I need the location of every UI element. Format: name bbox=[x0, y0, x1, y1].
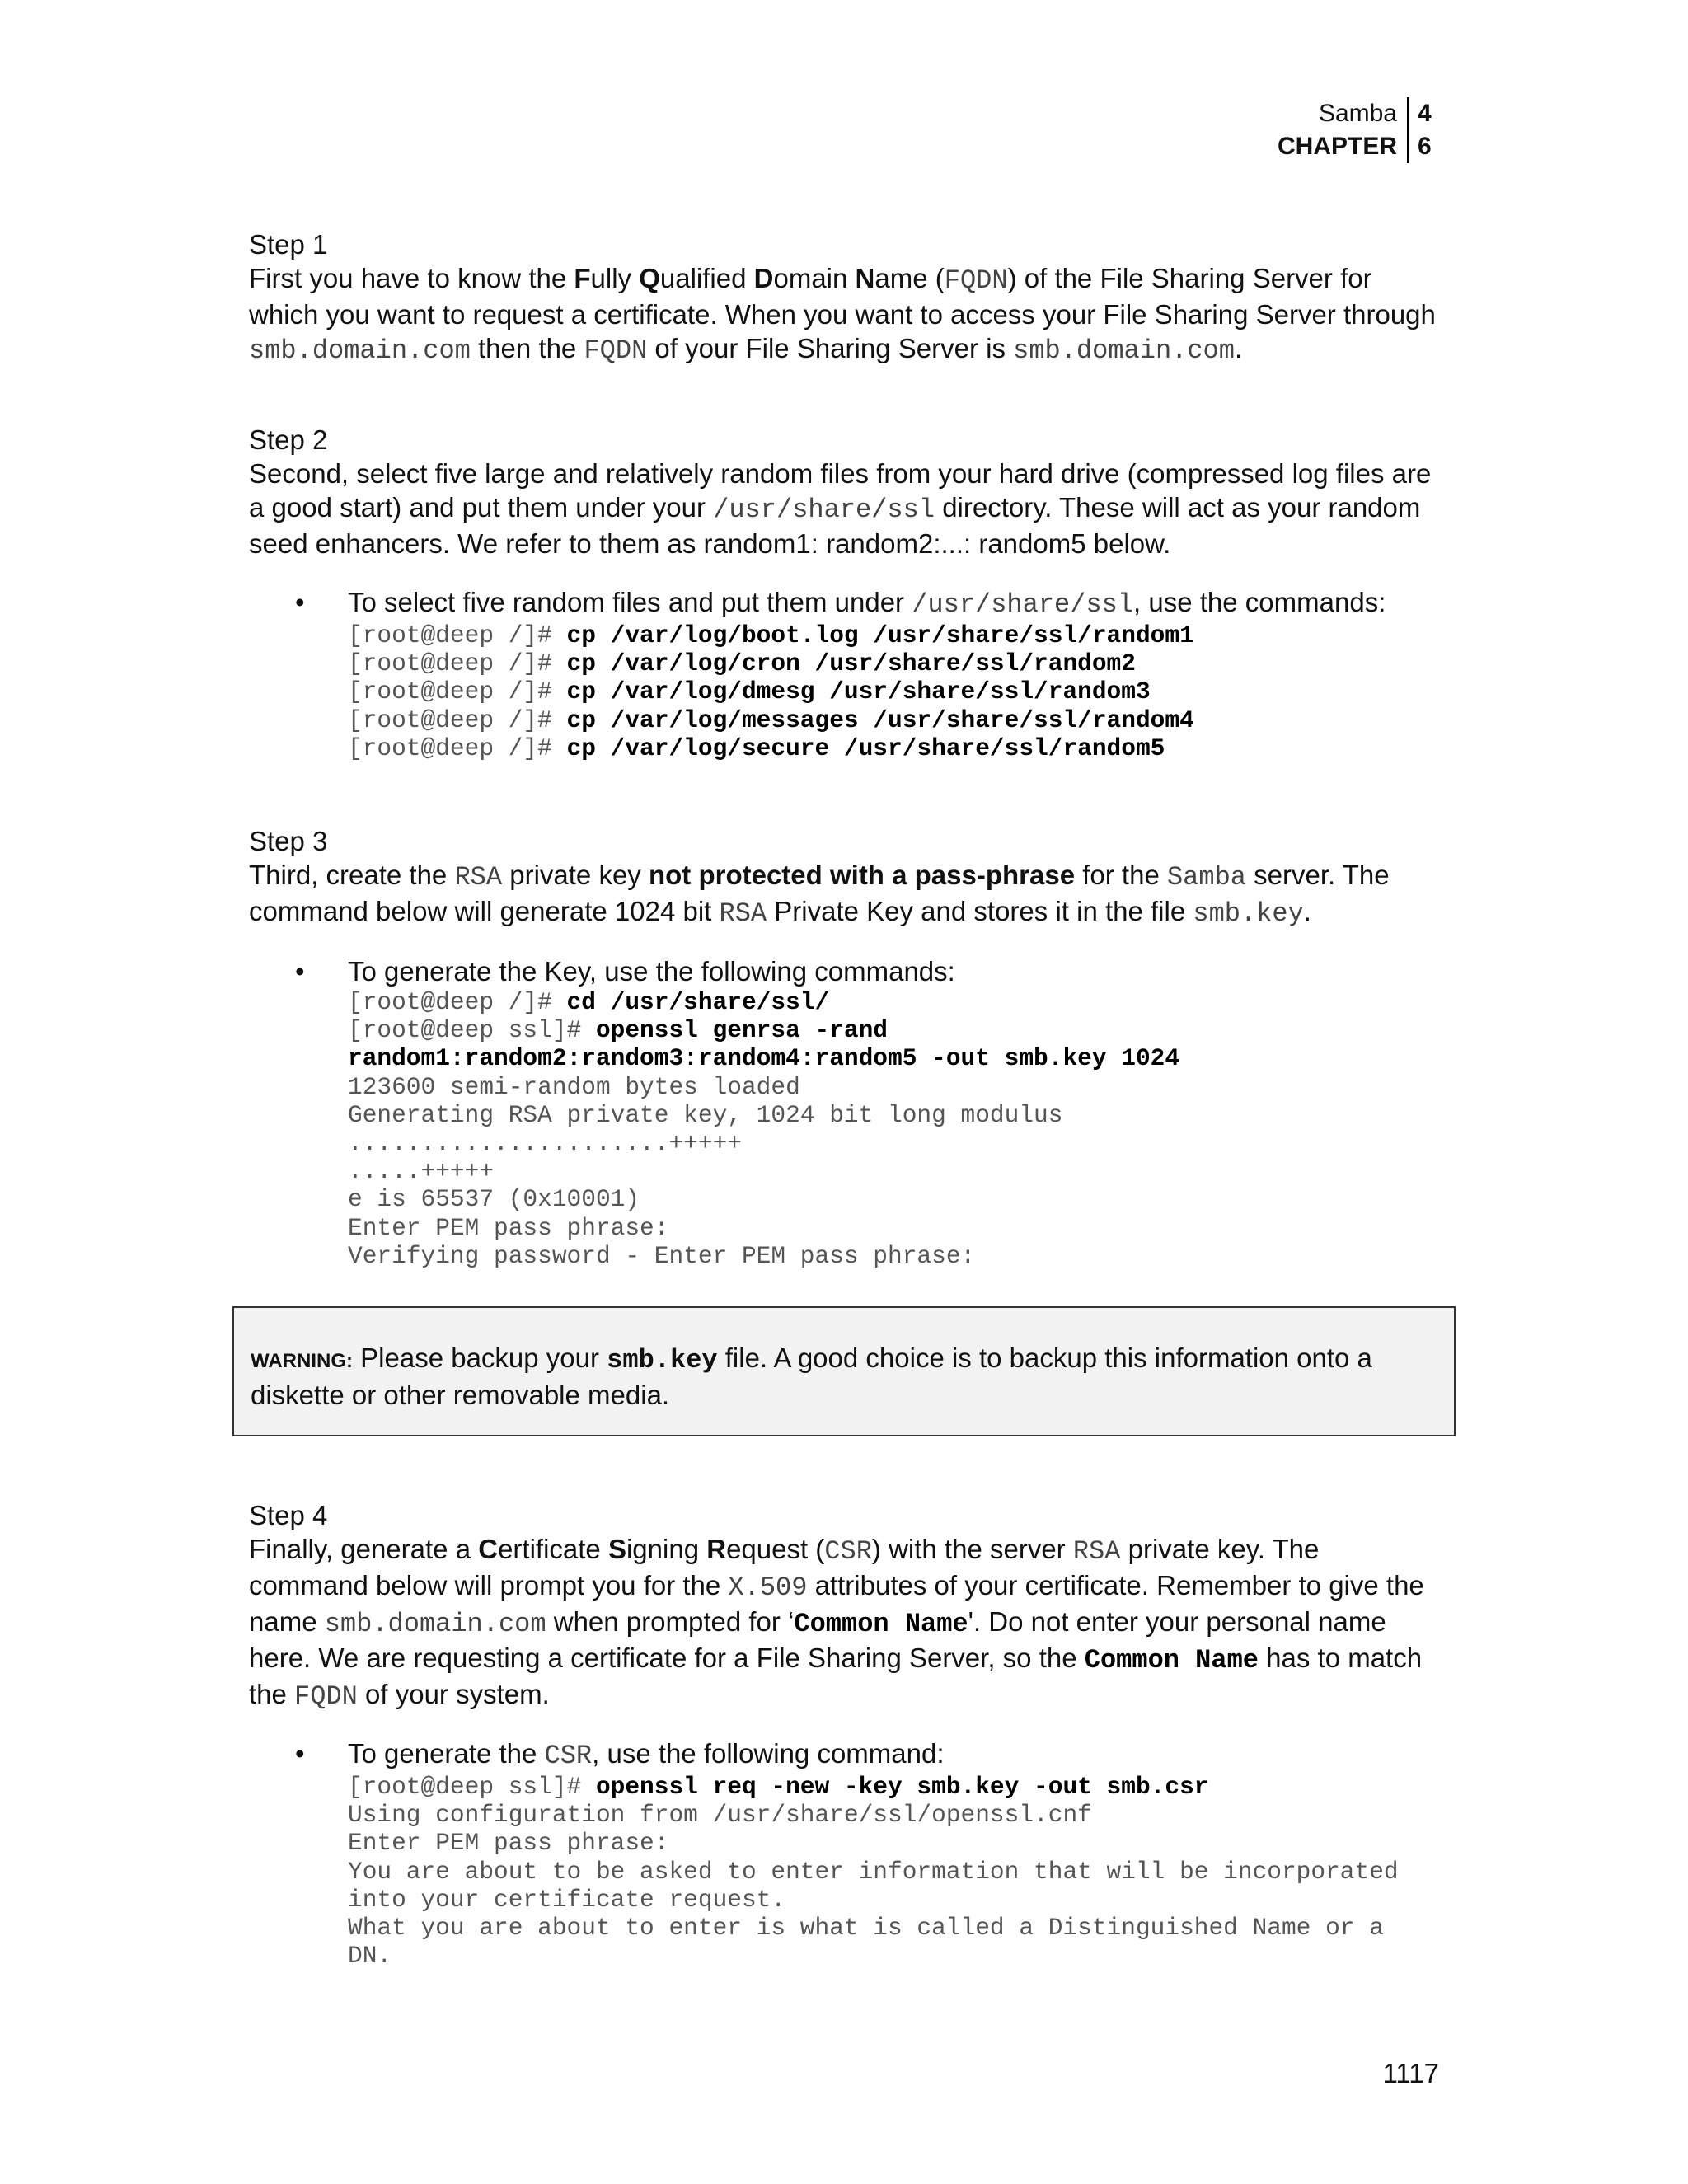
header-chapter-number: 6 bbox=[1418, 133, 1432, 160]
step3-title: Step 3 bbox=[249, 826, 328, 856]
code-line: [root@deep /]# cp /var/log/secure /usr/share/ssl/random5 bbox=[348, 733, 1165, 762]
code-line: [root@deep ssl]# openssl req -new -key smb.key -out smb.csr bbox=[348, 1773, 1209, 1801]
warning-text: WARNING: Please backup your smb.key file. A good choice is to backup this information onto a diskette or other removable media. bbox=[251, 1343, 1372, 1410]
bullet-icon: • bbox=[295, 1738, 305, 1769]
step2-title: Step 2 bbox=[249, 424, 328, 455]
step4-code-block bbox=[348, 1773, 1449, 1970]
code-line: [root@deep ssl]# openssl genrsa -rand bbox=[348, 1016, 889, 1045]
step4-paragraph: Finally, generate a Certificate Signing Request (CSR) with the server RSA private key. The command below will prompt you for the X.509 attributes of your certificate. Remember to give the name smb.domain.com when prompted for ‘Common Name'. Do not enter your personal name here. We are requesting a certificate for a File Sharing Server, so the Common Name has to match the FQDN of your system. bbox=[249, 1534, 1424, 1712]
step2-section bbox=[249, 423, 1444, 560]
step2-paragraph: Second, select five large and relatively random files from your hard drive (compressed log files are a good start) and put them under your /usr/share/ssl directory. These will act as your random seed enhancers. We refer to them as random1: random2:...: random5 below. bbox=[249, 458, 1432, 559]
code-output-line: .....+++++ bbox=[348, 1157, 495, 1186]
warning-box bbox=[232, 1306, 1456, 1436]
step3-bullet-text: To generate the Key, use the following commands: bbox=[348, 956, 955, 987]
step3-paragraph: Third, create the RSA private key not protected with a pass-phrase for the Samba server. The command below will generate 1024 bit RSA Private Key and stores it in the file smb.key. bbox=[249, 860, 1390, 929]
code-output-line: Using configuration from /usr/share/ssl/openssl.cnf bbox=[348, 1801, 1092, 1830]
page-number: 1117 bbox=[1382, 2058, 1439, 2088]
header-chapter: CHAPTER bbox=[1278, 130, 1409, 163]
step1-paragraph: First you have to know the Fully Qualified Domain Name (FQDN) of the File Sharing Server for which you want to request a certificate. When you want to access your File Sharing Server through smb.domain.com then the FQDN of your File Sharing Server is smb.domain.com. bbox=[249, 263, 1436, 366]
bullet-icon: • bbox=[295, 587, 305, 617]
step2-bullet-text: To select five random files and put them under /usr/share/ssl, use the commands: bbox=[348, 587, 1386, 620]
code-line: [root@deep /]# cp /var/log/dmesg /usr/share/ssl/random3 bbox=[348, 677, 1151, 706]
code-line: [root@deep /]# cp /var/log/cron /usr/share/ssl/random2 bbox=[348, 649, 1136, 678]
running-header bbox=[1278, 97, 1436, 163]
bullet-icon: • bbox=[295, 956, 305, 987]
step4-bullet bbox=[295, 1736, 1449, 1970]
code-output-line: You are about to be asked to enter information that will be incorporated bbox=[348, 1857, 1399, 1886]
step2-bullet bbox=[295, 585, 1449, 762]
header-section-number: 4 bbox=[1418, 100, 1432, 127]
header-section: Samba bbox=[1319, 97, 1409, 130]
step1-section bbox=[249, 227, 1444, 368]
step3-code-block bbox=[348, 988, 1449, 1270]
step2-code-block bbox=[348, 621, 1449, 762]
code-output-line: Enter PEM pass phrase: bbox=[348, 1829, 669, 1858]
code-output-line: Generating RSA private key, 1024 bit long modulus bbox=[348, 1100, 1063, 1129]
code-output-line: 123600 semi-random bytes loaded bbox=[348, 1072, 800, 1101]
code-line: random1:random2:random3:random4:random5 -out smb.key 1024 bbox=[348, 1044, 1180, 1073]
step4-title: Step 4 bbox=[249, 1500, 328, 1530]
code-output-line: Verifying password - Enter PEM pass phrase: bbox=[348, 1241, 976, 1270]
warning-label: WARNING: bbox=[251, 1350, 353, 1372]
step3-section bbox=[249, 824, 1444, 930]
code-output-line: DN. bbox=[348, 1942, 392, 1971]
code-output-line: e is 65537 (0x10001) bbox=[348, 1185, 640, 1214]
code-output-line: Enter PEM pass phrase: bbox=[348, 1213, 669, 1242]
code-line: [root@deep /]# cp /var/log/boot.log /usr/share/ssl/random1 bbox=[348, 621, 1194, 649]
step3-bullet bbox=[295, 954, 1449, 1270]
code-output-line: What you are about to enter is what is called a Distinguished Name or a bbox=[348, 1914, 1384, 1943]
code-line: [root@deep /]# cd /usr/share/ssl/ bbox=[348, 988, 830, 1016]
step4-bullet-text: To generate the CSR, use the following command: bbox=[348, 1738, 945, 1771]
code-output-line: ......................+++++ bbox=[348, 1129, 742, 1158]
code-output-line: into your certificate request. bbox=[348, 1885, 786, 1914]
code-line: [root@deep /]# cp /var/log/messages /usr/share/ssl/random4 bbox=[348, 705, 1194, 734]
step1-title: Step 1 bbox=[249, 229, 328, 260]
step4-section bbox=[249, 1498, 1444, 1713]
